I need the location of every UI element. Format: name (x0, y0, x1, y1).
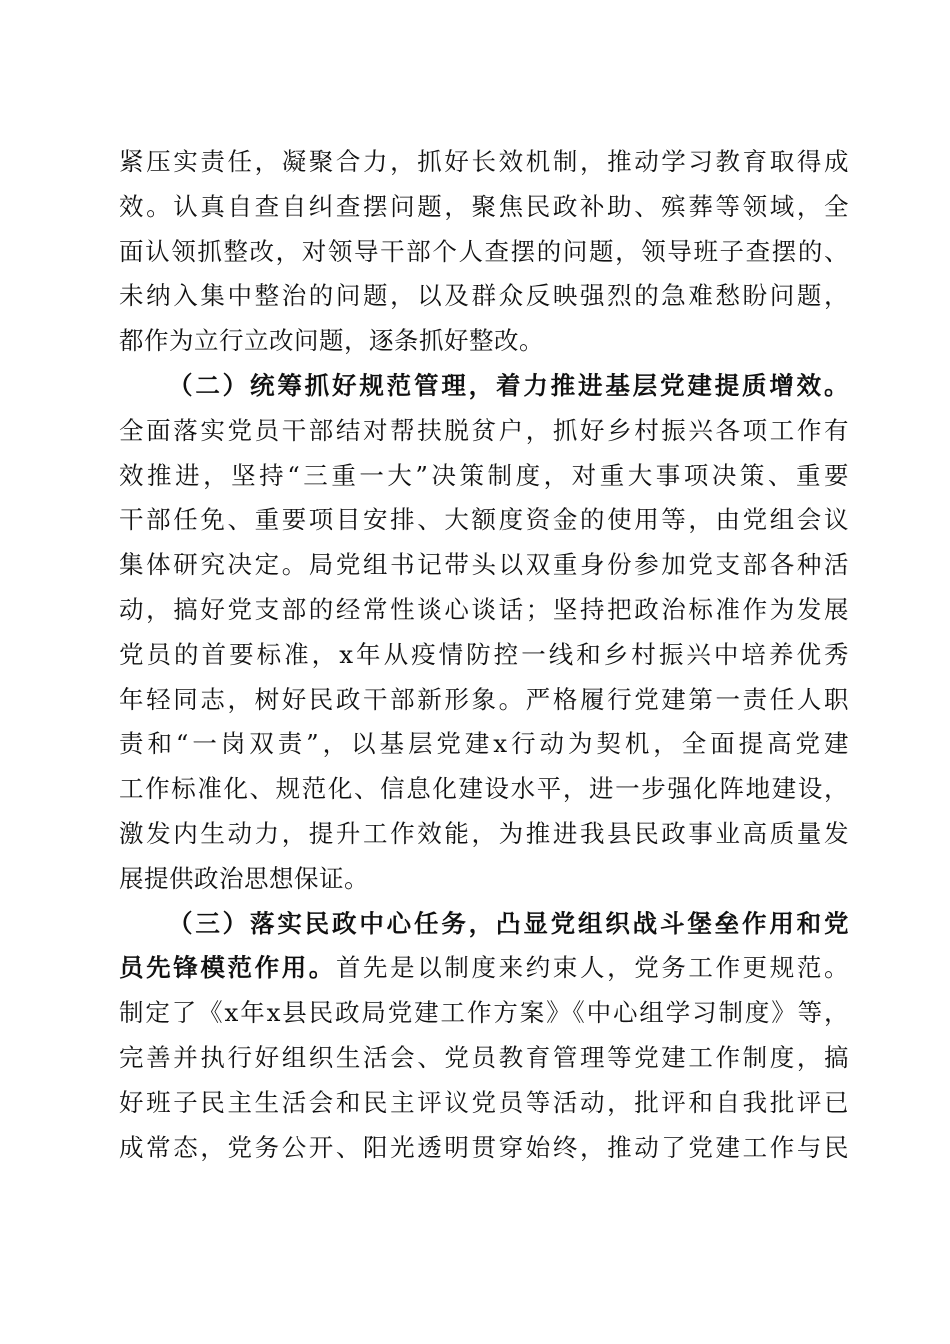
text-line: 责和“一岗双责”，以基层党建x行动为契机，全面提高党建 (119, 729, 849, 759)
text-line: 完善并执行好组织生活会、党员教育管理等党建工作制度，搞 (119, 1042, 849, 1072)
text-line: 党员的首要标准，x年从疫情防控一线和乡村振兴中培养优秀 (119, 639, 849, 669)
text-line: 都作为立行立改问题，逐条抓好整改。 (119, 326, 544, 356)
text-line: 面认领抓整改，对领导干部个人查摆的问题，领导班子查摆的、 (119, 236, 849, 266)
text-line: 员先锋模范作用。首先是以制度来约束人，党务工作更规范。 (119, 953, 850, 983)
text-line: 工作标准化、规范化、信息化建设水平，进一步强化阵地建设， (119, 774, 849, 804)
text-line: 紧压实责任，凝聚合力，抓好长效机制，推动学习教育取得成 (119, 147, 849, 176)
text-line: 制定了《x年x县民政局党建工作方案》《中心组学习制度》等， (119, 998, 849, 1028)
text-line: 干部任免、重要项目安排、大额度资金的使用等，由党组会议 (119, 505, 849, 535)
text-line: 集体研究决定。局党组书记带头以双重身份参加党支部各种活 (119, 550, 849, 580)
text-line: 动，搞好党支部的经常性谈心谈话；坚持把政治标准作为发展 (119, 594, 849, 624)
text-line: 展提供政治思想保证。 (119, 863, 369, 893)
section-heading-3: （三）落实民政中心任务，凸显党组织战斗堡垒作用和党 (168, 908, 849, 938)
text-line: 未纳入集中整治的问题，以及群众反映强烈的急难愁盼问题， (119, 281, 849, 311)
text-line: 全面落实党员干部结对帮扶脱贫户，抓好乡村振兴各项工作有 (119, 415, 849, 445)
text-line: 年轻同志，树好民政干部新形象。严格履行党建第一责任人职 (119, 684, 849, 714)
text-line: 成常态，党务公开、阳光透明贯穿始终，推动了党建工作与民 (119, 1132, 849, 1162)
section-heading-2: （二）统筹抓好规范管理，着力推进基层党建提质增效。 (168, 370, 849, 400)
text-line: 效。认真自查自纠查摆问题，聚焦民政补助、殡葬等领域，全 (119, 191, 849, 221)
text-line: 效推进，坚持“三重一大”决策制度，对重大事项决策、重要 (119, 460, 849, 490)
body-text (119, 140, 849, 1170)
text-line: 好班子民主生活会和民主评议党员等活动，批评和自我批评已 (119, 1087, 849, 1117)
text-line: 激发内生动力，提升工作效能，为推进我县民政事业高质量发 (119, 818, 849, 848)
